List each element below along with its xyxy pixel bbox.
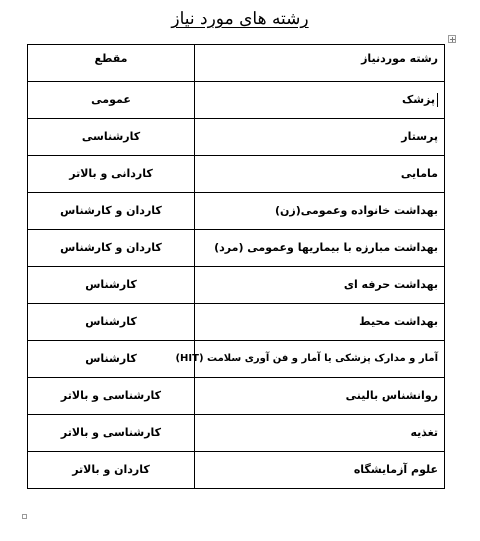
- field-cell[interactable]: [195, 452, 445, 489]
- page-title: [0, 8, 480, 30]
- field-text: پزشک: [401, 93, 435, 106]
- field-cell[interactable]: [175, 341, 445, 378]
- level-cell[interactable]: [28, 230, 195, 267]
- field-text: علوم آزمایشگاه: [353, 463, 438, 476]
- field-text: روانشناس بالینی: [345, 389, 438, 402]
- level-cell[interactable]: [28, 156, 195, 193]
- field-cell[interactable]: [195, 304, 445, 341]
- table-row: [28, 193, 445, 230]
- table-row: [28, 156, 445, 193]
- level-text: کارشناسی: [81, 130, 141, 143]
- header-field-label: رشته موردنیاز: [361, 52, 438, 65]
- table-row: [28, 230, 445, 267]
- level-text: کاردان و کارشناس: [60, 204, 162, 217]
- table-row: [28, 452, 445, 489]
- level-cell[interactable]: [28, 193, 195, 230]
- table-row: [28, 267, 445, 304]
- field-text: بهداشت خانواده وعمومی(زن): [275, 204, 438, 217]
- level-text: کاردان و کارشناس: [60, 241, 162, 254]
- field-cell[interactable]: [195, 267, 445, 304]
- level-cell[interactable]: [28, 378, 195, 415]
- level-text: کارشناسی و بالاتر: [60, 389, 162, 402]
- table-row: [28, 119, 445, 156]
- field-text: پرستار: [401, 130, 438, 143]
- level-text: کاردان و بالاتر: [72, 463, 150, 476]
- field-cell[interactable]: [195, 230, 445, 267]
- level-cell[interactable]: [28, 452, 195, 489]
- level-cell[interactable]: [28, 304, 195, 341]
- table-header-row: [28, 45, 445, 82]
- table-row: [28, 378, 445, 415]
- level-text: کاردانی و بالاتر: [69, 167, 153, 180]
- level-text: کارشناس: [85, 315, 137, 328]
- table-resize-handle-icon[interactable]: [22, 514, 27, 519]
- level-text: عمومی: [91, 93, 131, 106]
- field-cell[interactable]: [195, 119, 445, 156]
- level-cell[interactable]: [28, 119, 195, 156]
- level-cell[interactable]: [28, 341, 195, 378]
- table-row: [28, 415, 445, 452]
- header-level-cell[interactable]: [28, 45, 195, 82]
- required-fields-table: [27, 44, 445, 489]
- level-cell[interactable]: [28, 415, 195, 452]
- table-row: [28, 82, 445, 119]
- field-cell[interactable]: [195, 415, 445, 452]
- table-row: [28, 341, 445, 378]
- field-text: بهداشت محیط: [359, 315, 438, 328]
- page-title-text: رشته های مورد نیاز: [171, 9, 309, 29]
- field-cell[interactable]: [195, 378, 445, 415]
- field-cell[interactable]: [195, 156, 445, 193]
- field-text: تغذیه: [410, 426, 438, 439]
- header-level-label: مقطع: [94, 52, 128, 65]
- field-text: بهداشت مبارزه با بیماریها وعمومی (مرد): [214, 241, 438, 254]
- table-move-handle-icon[interactable]: [448, 35, 456, 43]
- field-text: آمار و مدارک پزشکی یا آمار و فن آوری سلامت (HIT): [175, 353, 438, 364]
- level-text: کارشناس: [85, 352, 137, 365]
- field-cell[interactable]: [195, 193, 445, 230]
- field-text: بهداشت حرفه ای: [343, 278, 438, 291]
- header-field-cell[interactable]: [195, 45, 445, 82]
- level-text: کارشناسی و بالاتر: [60, 426, 162, 439]
- level-cell[interactable]: [28, 82, 195, 119]
- level-text: کارشناس: [85, 278, 137, 291]
- field-text: مامایی: [400, 167, 438, 180]
- text-cursor: [437, 93, 438, 107]
- level-cell[interactable]: [28, 267, 195, 304]
- field-cell[interactable]: [195, 82, 445, 119]
- table-row: [28, 304, 445, 341]
